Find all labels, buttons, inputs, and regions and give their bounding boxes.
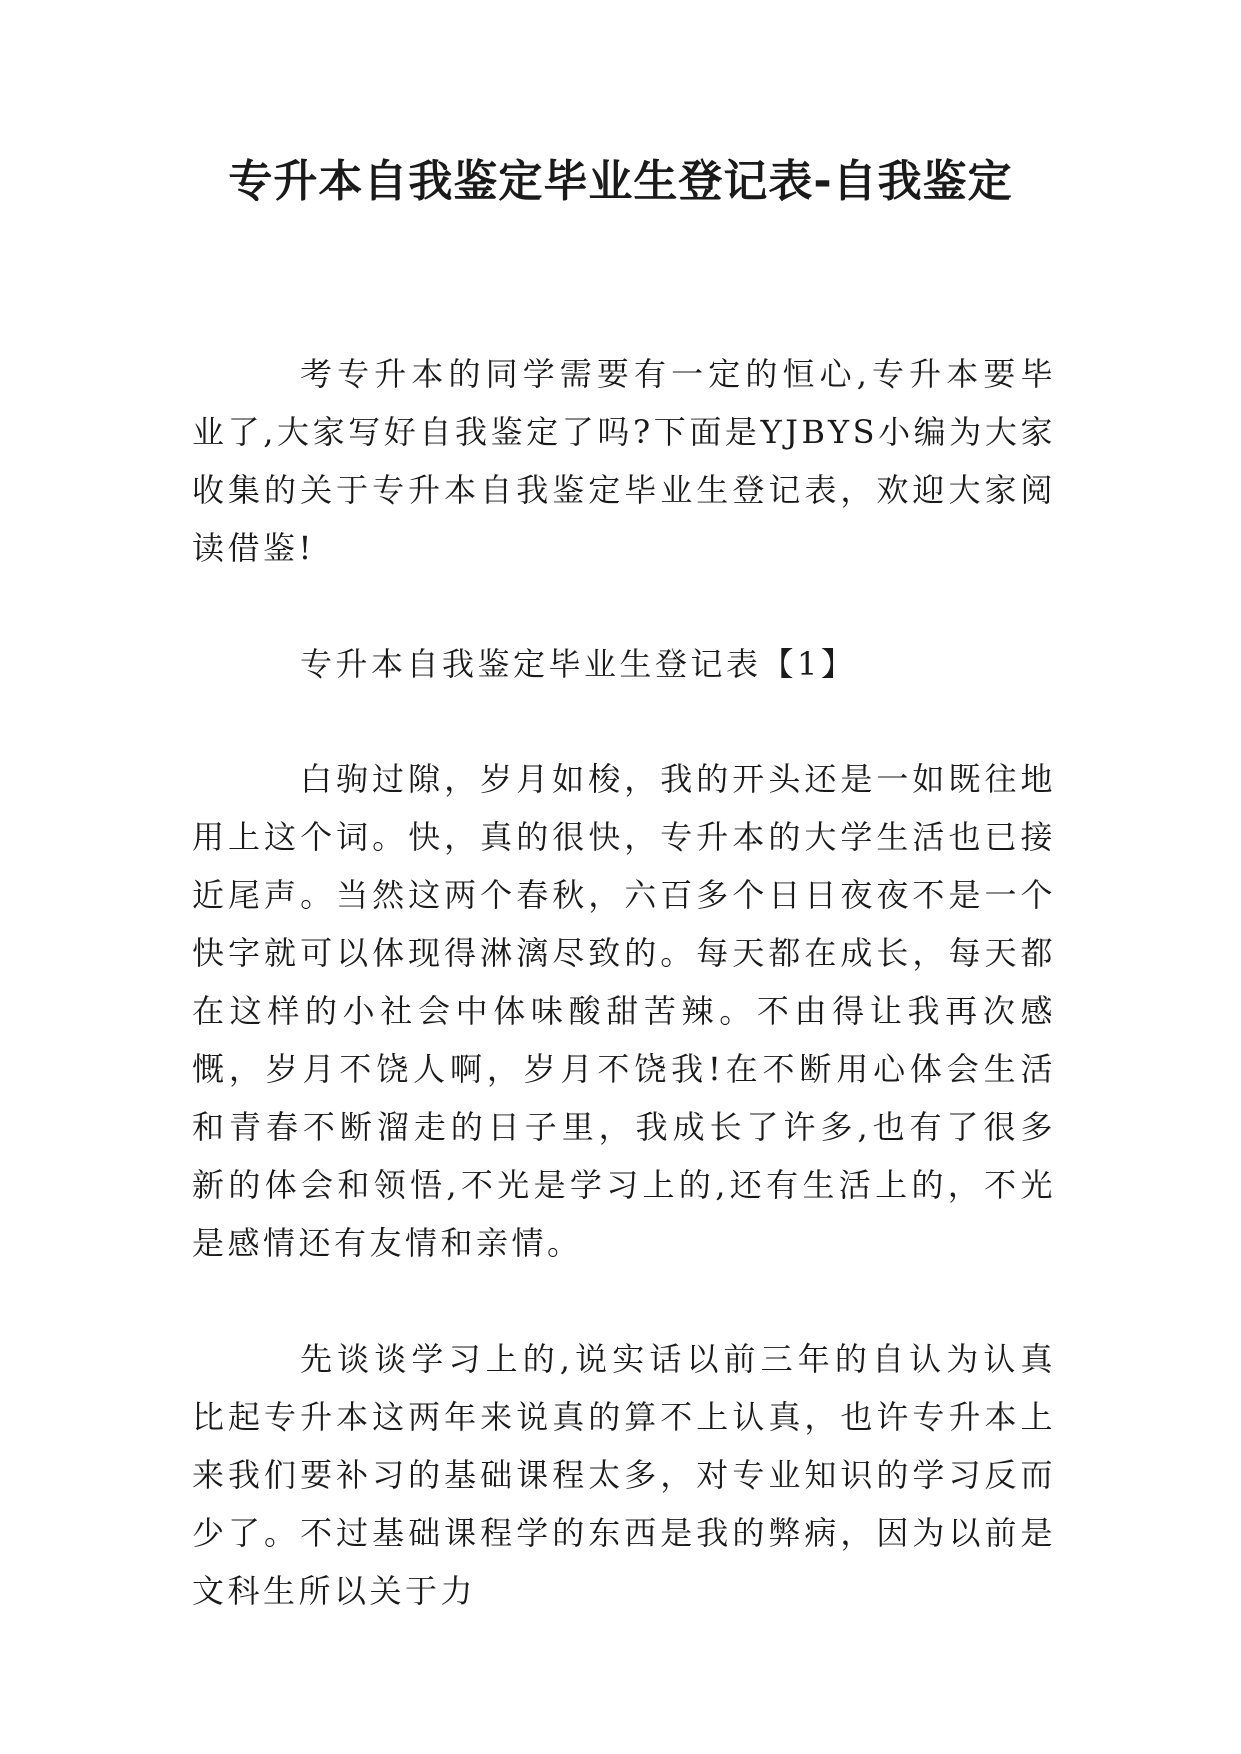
body-paragraph: 白驹过隙，岁月如梭，我的开头还是一如既往地用上这个词。快，真的很快，专升本的大学生活也已接近尾声。当然这两个春秋，六百多个日日夜夜不是一个快字就可以体现得淋漓尽致的。每天都在成长，每天都在这样的小社会中体味酸甜苦辣。不由得让我再次感慨，岁月不饶人啊，岁月不饶我!在不断用心体会生活和青春不断溜走的日子里，我成长了许多,也有了很多新的体会和领悟,不光是学习上的,还有生活上的，不光是感情还有友情和亲情。 bbox=[192, 760, 1056, 1262]
intro-paragraph: 考专升本的同学需要有一定的恒心,专升本要毕业了,大家写好自我鉴定了吗?下面是YJBYS小编为大家收集的关于专升本自我鉴定毕业生登记表，欢迎大家阅读借鉴! bbox=[192, 355, 1056, 567]
section-heading: 专升本自我鉴定毕业生登记表【1】 bbox=[300, 645, 857, 683]
document-title: 专升本自我鉴定毕业生登记表-自我鉴定 bbox=[228, 156, 1013, 207]
body-paragraph: 先谈谈学习上的,说实话以前三年的自认为认真比起专升本这两年来说真的算不上认真，也许专升本上来我们要补习的基础课程太多，对专业知识的学习反而少了。不过基础课程学的东西是我的弊病，因为以前是文科生所以关于力 bbox=[192, 1340, 1056, 1610]
